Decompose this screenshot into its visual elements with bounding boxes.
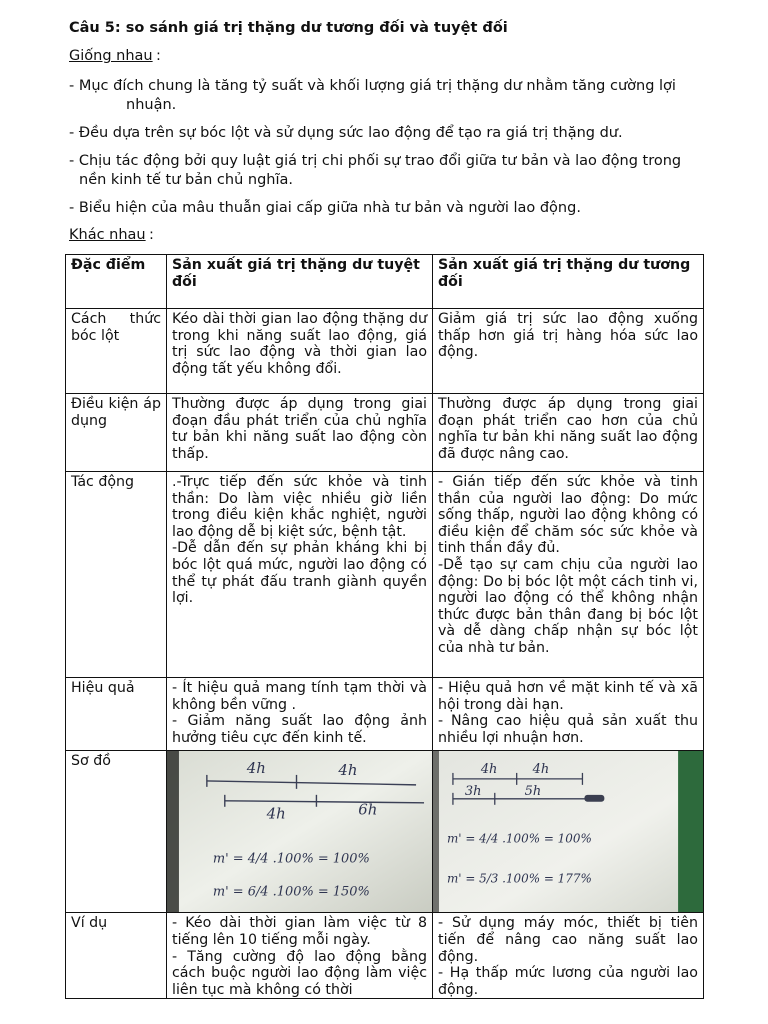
row-label: Sơ đồ (66, 751, 167, 913)
row-label: Tác động (66, 472, 167, 678)
sketch-rel-formula-1: m' = 4/4 .100% = 100% (446, 831, 592, 846)
table-header-row (66, 255, 704, 309)
sketch-rel-top-b: 4h (532, 761, 550, 777)
similar-item-4 (69, 199, 729, 218)
sketch-relative (433, 751, 704, 913)
similar-item-3-line1: - Chịu tác động bởi quy luật giá trị chi phối sự trao đổi giữa tư bản và lao động trong (69, 153, 682, 169)
row-label: Điều kiện áp dụng (66, 394, 167, 472)
page-title: Câu 5: so sánh giá trị thặng dư tương đối và tuyệt đối (69, 20, 508, 36)
different-heading-colon: : (149, 227, 154, 243)
table-row (66, 394, 704, 472)
table-row (66, 309, 704, 394)
cell-relative: - Gián tiếp đến sức khỏe và tinh thần của người lao động: Do mức sống thấp, người lao động không có điều kiện để chăm sóc sức khỏe và tinh thần đầy đủ. -Dễ tạo sự cam chịu của người lao động: Do bị bóc lột một cách tinh vi, người lao động có thể không nhận thức được bản thân đang bị bóc lột và dễ dàng chấp nhận sự bóc lột của nhà tư bản. (433, 472, 704, 678)
sketch-abs-formula-2: m' = 6/4 .100% = 150% (212, 884, 370, 900)
similar-item-3 (69, 152, 729, 190)
similar-heading-text: Giống nhau (69, 48, 153, 64)
sketch-absolute (167, 751, 433, 913)
similar-item-3-line2: nền kinh tế tư bản chủ nghĩa. (79, 172, 293, 188)
table-row (66, 472, 704, 678)
cell-relative: Thường được áp dụng trong giai đoạn phát triển cao hơn của chủ nghĩa tư bản khi năng suất lao động đã được nâng cao. (433, 394, 704, 472)
row-label: Hiệu quả (66, 678, 167, 751)
cell-absolute: - Kéo dài thời gian làm việc từ 8 tiếng lên 10 tiếng mỗi ngày. - Tăng cường độ lao động bằng cách buộc người lao động làm việc liên tục mà không có thời (167, 913, 433, 999)
cell-relative: - Hiệu quả hơn về mặt kinh tế và xã hội trong dài hạn. - Nâng cao hiệu quả sản xuất thu nhiều lợi nhuận hơn. (433, 678, 704, 751)
similar-item-1-line2: nhuận. (126, 97, 177, 113)
sketch-rel-top-a: 4h (480, 761, 498, 777)
cell-absolute: - Ít hiệu quả mang tính tạm thời và không bền vững . - Giảm năng suất lao động ảnh hưởng tiêu cực đến kinh tế. (167, 678, 433, 751)
different-heading (69, 227, 146, 243)
row-label: Ví dụ (66, 913, 167, 999)
similar-item-1 (69, 77, 729, 115)
handwritten-diagram-relative (433, 751, 703, 912)
sketch-abs-formula-1: m' = 4/4 .100% = 100% (212, 851, 370, 867)
cell-absolute: .-Trực tiếp đến sức khỏe và tinh thần: Do làm việc nhiều giờ liền trong điều kiện khắc nghiệt, người lao động dễ bị kiệt sức, bệnh tật. -Dễ dẫn đến sự phản kháng khi bị bóc lột quá mức, người lao động có thể tự phát đấu tranh giành quyền lợi. (167, 472, 433, 678)
sketch-abs-top-b: 4h (338, 760, 358, 779)
sketch-rel-formula-2: m' = 5/3 .100% = 177% (446, 871, 592, 886)
similar-heading (69, 48, 153, 64)
header-relative: Sản xuất giá trị thặng dư tương đối (433, 255, 704, 309)
similar-item-2 (69, 124, 729, 143)
sketch-rel-bottom-a: 3h (464, 783, 482, 799)
similar-heading-colon: : (156, 48, 161, 64)
table-row (66, 913, 704, 999)
table-row (66, 751, 704, 913)
sketch-abs-top-a: 4h (246, 758, 266, 777)
sketch-abs-bottom-b: 6h (358, 800, 378, 819)
cell-relative: Giảm giá trị sức lao động xuống thấp hơn giá trị hàng hóa sức lao động. (433, 309, 704, 394)
cell-absolute: Kéo dài thời gian lao động thặng dư trong khi năng suất lao động, giá trị sức lao động và thời gian lao động tất yếu không đổi. (167, 309, 433, 394)
handwritten-diagram-absolute (167, 751, 432, 912)
header-absolute: Sản xuất giá trị thặng dư tuyệt đối (167, 255, 433, 309)
cell-absolute: Thường được áp dụng trong giai đoạn đầu phát triển của chủ nghĩa tư bản khi năng suất lao động còn thấp. (167, 394, 433, 472)
header-feature: Đặc điểm (66, 255, 167, 309)
cell-relative: - Sử dụng máy móc, thiết bị tiên tiến để nâng cao năng suất lao động. - Hạ thấp mức lương của người lao động. (433, 913, 704, 999)
sketch-abs-bottom-a: 4h (266, 804, 286, 823)
table-row (66, 678, 704, 751)
similar-item-2-line1: - Đều dựa trên sự bóc lột và sử dụng sức lao động để tạo ra giá trị thặng dư. (69, 125, 623, 141)
comparison-table (65, 254, 704, 999)
row-label: Cách thức bóc lột (66, 309, 167, 394)
different-heading-text: Khác nhau (69, 227, 146, 243)
sketch-rel-bottom-b: 5h (524, 783, 542, 799)
similar-item-4-line1: - Biểu hiện của mâu thuẫn giai cấp giữa nhà tư bản và người lao động. (69, 200, 581, 216)
similar-item-1-line1: - Mục đích chung là tăng tỷ suất và khối lượng giá trị thặng dư nhằm tăng cường lợi (69, 78, 676, 94)
